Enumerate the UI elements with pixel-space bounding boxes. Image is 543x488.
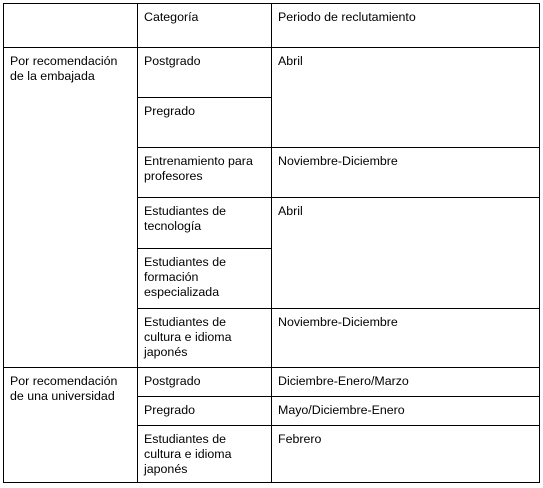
category-cell: Postgrado [138,368,272,397]
period-cell: Diciembre-Enero/Marzo [272,368,540,397]
category-cell: Postgrado [138,48,272,98]
header-row [4,4,540,48]
category-cell: Pregrado [138,98,272,148]
table-row [4,368,540,397]
table-row [4,48,540,98]
header-blank-cell [4,4,138,48]
period-cell: Febrero [272,426,540,483]
category-cell: Pregrado [138,397,272,426]
group-embassy-label: Por recomendación de la embajada [4,48,138,368]
header-category: Categoría [138,4,272,48]
group-university-label: Por recomendación de una universidad [4,368,138,483]
category-cell: Estudiantes de formación especializada [138,249,272,309]
period-cell: Mayo/Diciembre-Enero [272,397,540,426]
category-cell: Estudiantes de cultura e idioma japonés [138,309,272,368]
recruitment-table [3,3,540,483]
period-cell: Abril [272,48,540,148]
header-period: Periodo de reclutamiento [272,4,540,48]
period-cell: Abril [272,198,540,309]
period-cell: Noviembre-Diciembre [272,148,540,198]
period-cell: Noviembre-Diciembre [272,309,540,368]
category-cell: Estudiantes de tecnología [138,198,272,249]
category-cell: Entrenamiento para profesores [138,148,272,198]
category-cell: Estudiantes de cultura e idioma japonés [138,426,272,483]
